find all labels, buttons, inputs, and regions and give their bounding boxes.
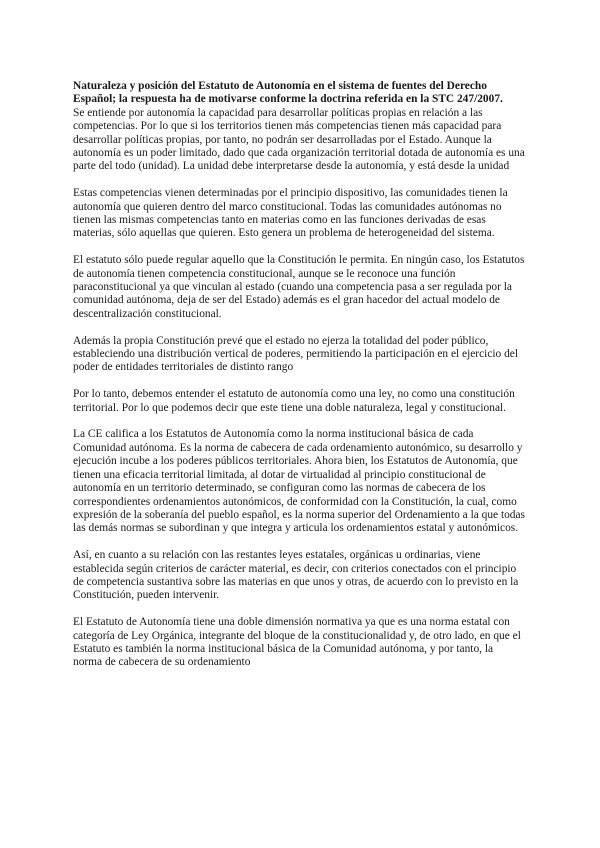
paragraph-estatuto-regula: El estatuto sólo puede regular aquello que la Constitución le permita. En ningún caso, los Estatutos de autonomía tienen competencia constitucional, aunque se le reconoce una función paraconstitucional ya que vinculan al estado (cuando una competencia pasa a ser regulada por la comunidad autónoma, deja de ser del Estado) además es el gran hacedor del actual modelo de descentralización constitucional.	[73, 254, 525, 320]
paragraph-relacion-leyes: Así, en cuanto a su relación con las restantes leyes estatales, orgánicas u ordinarias, viene establecida según criterios de carácter material, es decir, con criterios conectados con el principio de competencia sustantiva sobre las materias en que unos y otras, de acuerdo con lo previsto en la Constitución, pueden intervenir.	[73, 549, 519, 602]
paragraph-distribucion-poderes: Además la propia Constitución prevé que el estado no ejerza la totalidad del poder público, estableciendo una distribución vertical de poderes, permitiendo la participación en el ejercicio del poder de entidades territoriales de distinto rango	[73, 334, 519, 374]
document-title: Naturaleza y posición del Estatuto de Autonomía en el sistema de fuentes del Derecho Español; la respuesta ha de motivarse conforme la doctrina referida en la STC 247/2007.	[73, 80, 503, 106]
document-page	[73, 80, 525, 683]
paragraph-norma-institucional: La CE califica a los Estatutos de Autonomía como la norma institucional básica de cada Comunidad autónoma. Es la norma de cabecera de cada ordenamiento autonómico, su desarrollo y ejecución incube a los poderes públicos territoriales. Ahora bien, los Estatutos de Autonomía, que tienen una eficacia territorial limitada, al dotar de virtualidad al principio constitucional de autonomía en un territorio determinado, se configuran como las normas de cabecera de los correspondientes ordenamientos autonómicos, de conformidad con la Constitución, la cual, como expresión de la soberanía del pueblo español, es la norma superior del Ordenamiento a la que todas las demás normas se subordinan y que integra y articula los ordenamientos estatal y autonómicos.	[73, 428, 525, 535]
paragraph-competencias: Estas competencias vienen determinadas por el principio dispositivo, las comunidades tienen la autonomía que quieren dentro del marco constitucional. Todas las comunidades autónomas no tienen las mismas competencias tanto en materias como en las funciones derivadas de esas materias, sólo aquellas que quieren. Esto genera un problema de heterogeneidad del sistema.	[73, 187, 508, 240]
paragraph-doble-naturaleza: Por lo tanto, debemos entender el estatuto de autonomía como una ley, no como una constitución territorial. Por lo que podemos decir que este tiene una doble naturaleza, legal y constitucional.	[73, 388, 515, 414]
paragraph-autonomia: Se entiende por autonomía la capacidad para desarrollar políticas propias en relación a las competencias. Por lo que si los territorios tienen más competencias tienen más capacidad para desarrollar políticas propias, por tanto, no podrán ser desarrolladas por el Estado. Aunque la autonomía es un poder limitado, dado que cada organización territorial dotada de autonomía es una parte del todo (unidad). La unidad debe interpretarse desde la autonomía, y está desde la unidad	[73, 106, 525, 173]
paragraph-doble-dimension: El Estatuto de Autonomía tiene una doble dimensión normativa ya que es una norma estatal con categoría de Ley Orgánica, integrante del bloque de la constitucionalidad y, de otro lado, en que el Estatuto es también la norma institucional básica de la Comunidad autónoma, y por tanto, la norma de cabecera de su ordenamiento	[73, 616, 521, 669]
